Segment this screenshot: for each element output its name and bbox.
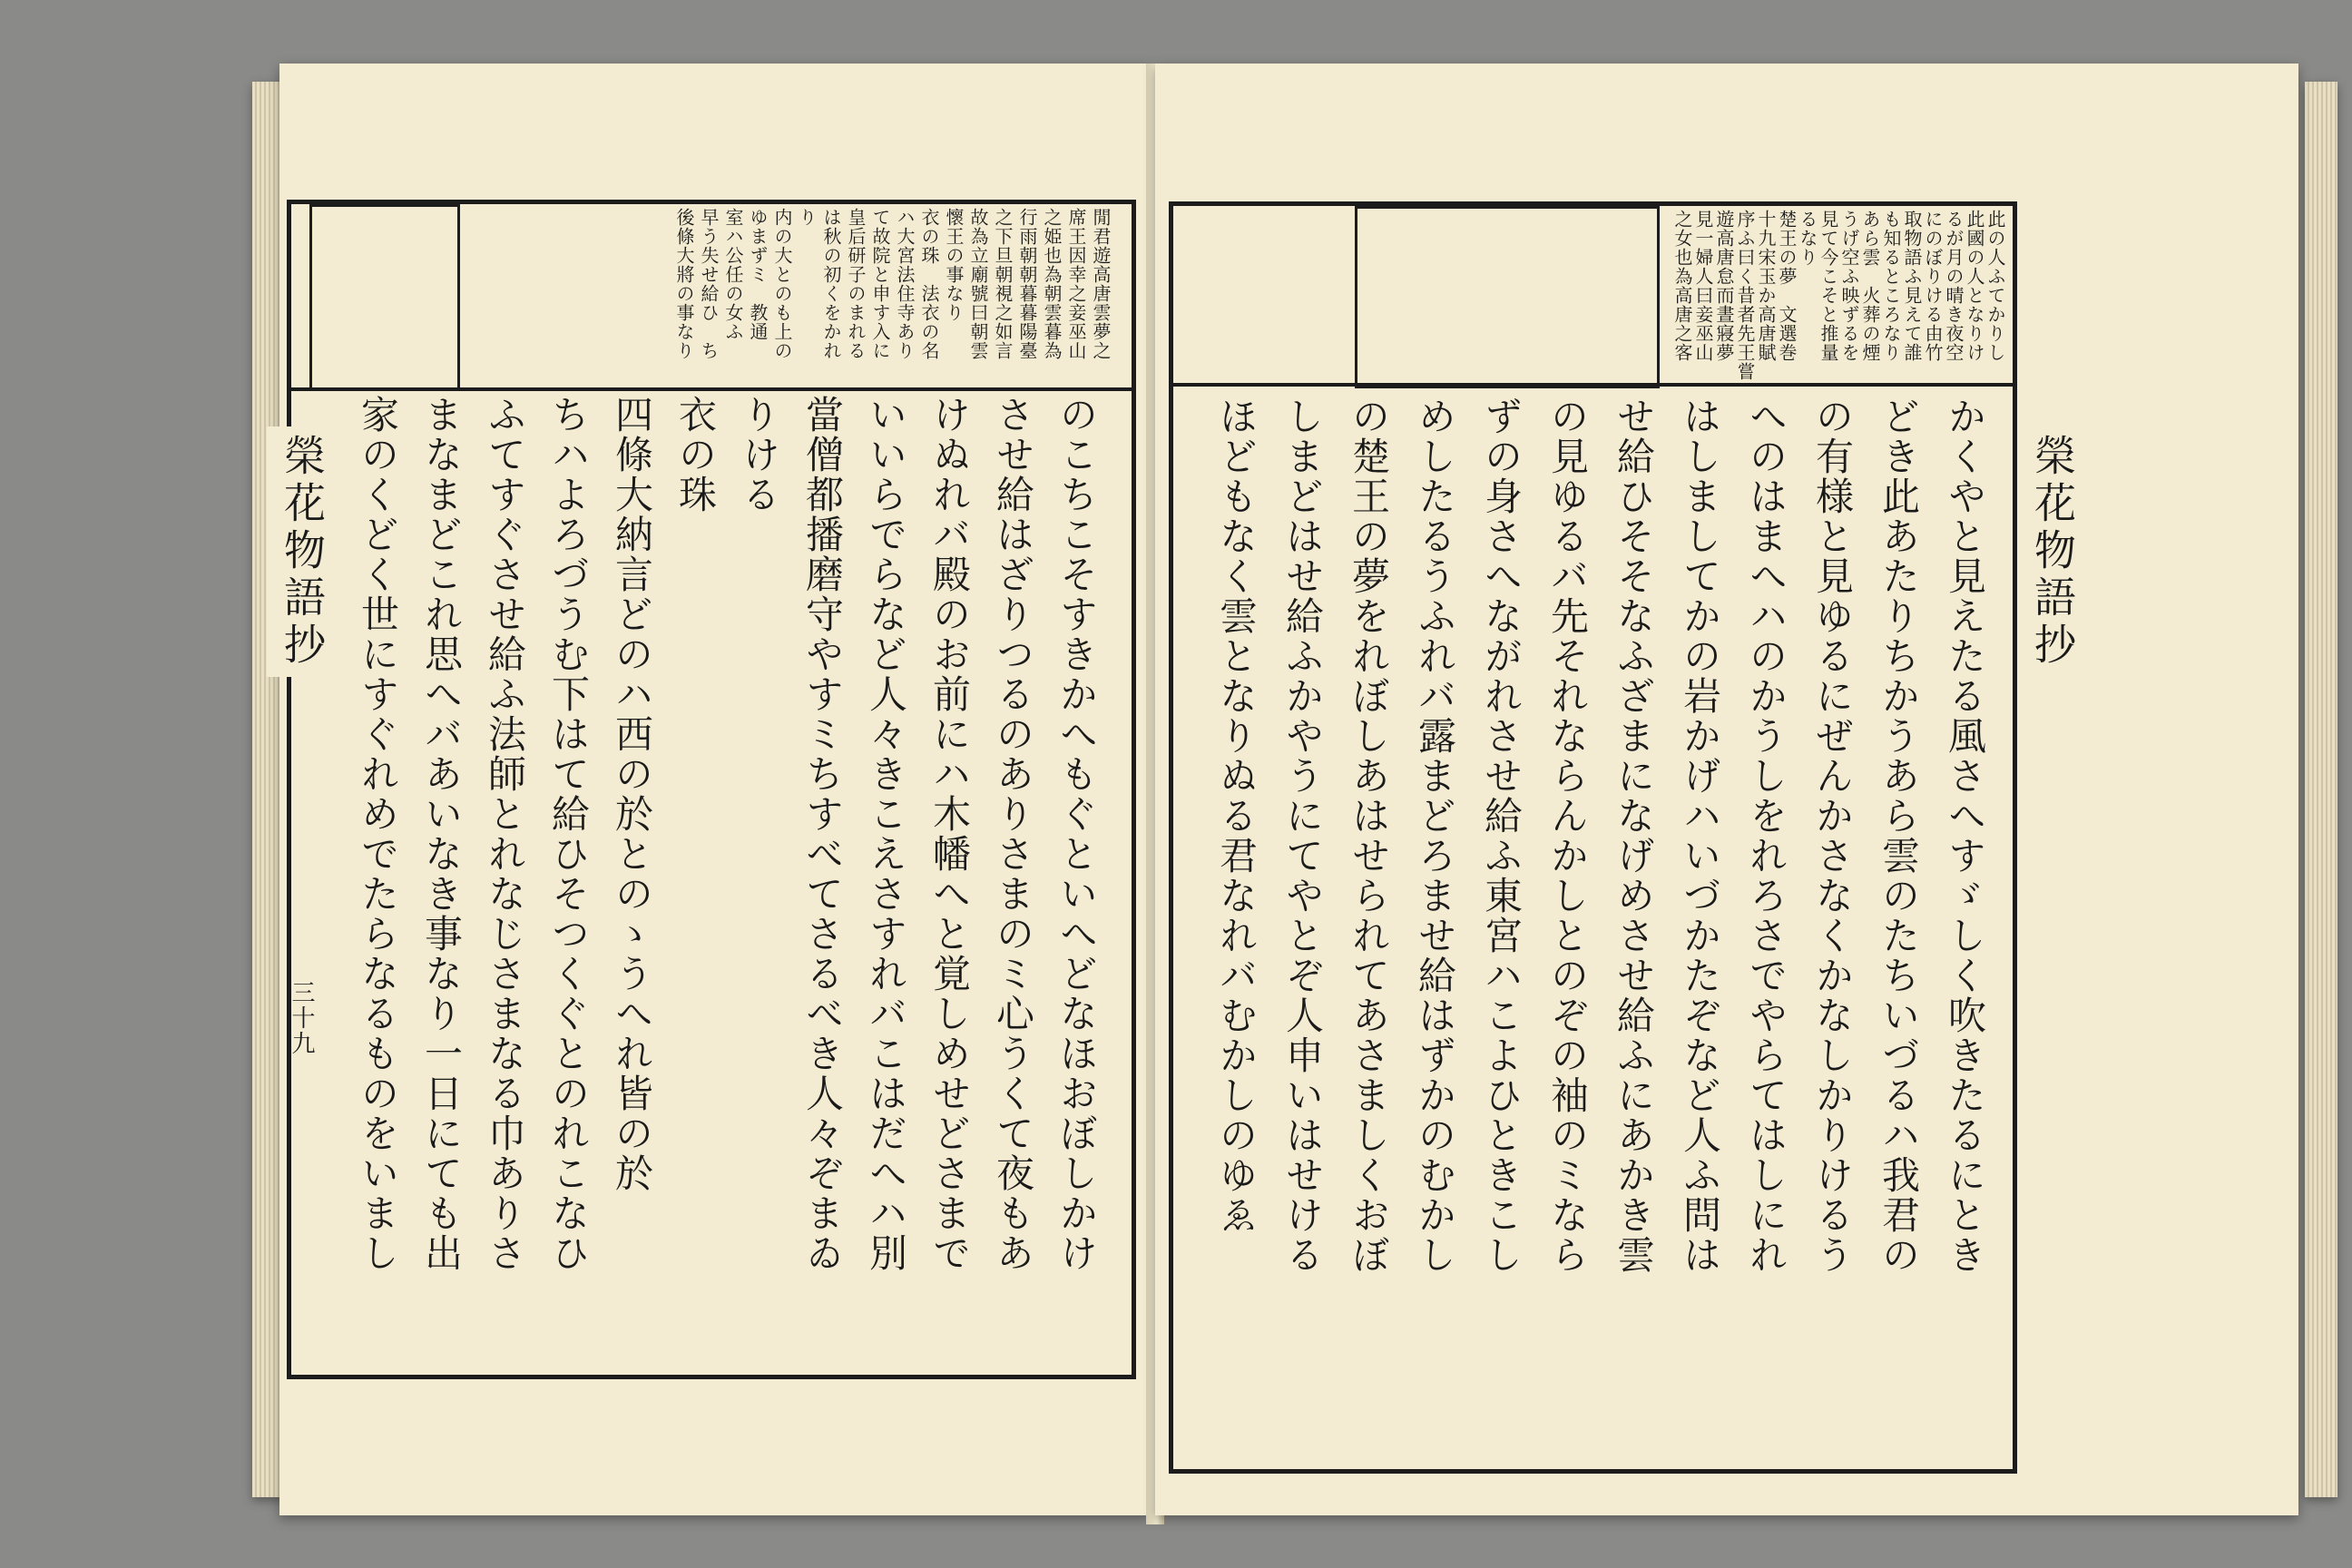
text-column: の見ゆるバ先それならんかしとのぞの袖のミなら bbox=[1545, 397, 1590, 1275]
text-column: の楚王の夢をれぼしあはせられてあさましくおぼ bbox=[1347, 397, 1391, 1275]
text-column: はしましてかの岩かげハいづかたぞなど人ふ問は bbox=[1678, 397, 1722, 1275]
headnote-column: 見て今こそと推量 bbox=[1818, 210, 1839, 362]
headnote-column: 取物語ふ見えて誰 bbox=[1901, 210, 1923, 362]
headnote-column: 後條大將の事なり bbox=[673, 208, 695, 360]
headnote-column: 室ハ公任の女ふ bbox=[722, 208, 744, 341]
headnote-column: うげ空ふ映ずるを bbox=[1838, 210, 1860, 362]
left-page bbox=[279, 64, 1151, 1515]
text-column: 家のくどく世にすぐれめでたらなるものをいまし bbox=[356, 395, 400, 1273]
headnote-column: ハ大宮法住寺あり bbox=[894, 208, 916, 360]
headnote-column: 遊高唐怠而晝寢夢 bbox=[1713, 210, 1735, 362]
headnote-column: ゆまずミ 教通 bbox=[747, 208, 769, 341]
left-folio: 三十九 bbox=[288, 980, 315, 1056]
text-column: せ給ひそそなふざまになげめさせ給ふにあかき雲 bbox=[1612, 397, 1656, 1275]
headnote-column: 懷王の事なり bbox=[943, 208, 965, 322]
headnote-column: 此國の人となりけ bbox=[1964, 210, 1985, 362]
left-note-box bbox=[309, 204, 460, 391]
right-edge-title: 榮花物語抄 bbox=[2017, 426, 2088, 677]
headnote-column: 閒君遊高唐雲夢之 bbox=[1090, 208, 1112, 360]
text-column: 當僧都播磨守やすミちすべてさるべき人々ぞまゐ bbox=[800, 395, 845, 1273]
text-column: めしたるうふれバ露まどろませ給はずかのむかし bbox=[1413, 397, 1457, 1275]
headnote-column: 見一婦人曰妾巫山 bbox=[1692, 210, 1714, 362]
headnote-column: 序ふ曰く昔者先王嘗 bbox=[1734, 210, 1756, 381]
text-column: りける bbox=[737, 395, 781, 514]
text-column: させ給はざりつるのありさまのミ心うくて夜もあ bbox=[991, 395, 1035, 1273]
right-page bbox=[1155, 64, 2298, 1515]
left-edge-title: 榮花物語抄 bbox=[267, 426, 338, 677]
headnote-column: 早う失せ給ひ ち bbox=[698, 208, 720, 360]
text-column: かくやと見えたる風さへすゞしく吹きたるにとき bbox=[1943, 397, 1987, 1275]
text-column: の有様と見ゆるにぜんかさなくかなしかりけるう bbox=[1810, 397, 1855, 1275]
text-column: のこちこそすきかへもぐといへどなほおぼしかけ bbox=[1054, 395, 1099, 1273]
headnote-column: 楚王の夢 文選巻 bbox=[1776, 210, 1798, 362]
text-column: 衣の珠 bbox=[673, 395, 718, 514]
text-column: へのはまへハのかうしをれろさでやらてはしにれ bbox=[1744, 397, 1788, 1275]
headnote-column: にのぼりける由竹 bbox=[1922, 210, 1944, 362]
text-column: ふてすぐさせ給ふ法師とれなじさまなる巾ありさ bbox=[483, 395, 527, 1273]
headnote-column: り bbox=[796, 208, 818, 227]
headnote-column: るが月の晴き夜空 bbox=[1943, 210, 1965, 362]
text-column: ちハよろづうむ下はて給ひそつくぐとのれこなひ bbox=[546, 395, 591, 1273]
text-column: ほどもなく雲となりぬる君なれバむかしのゆゑ bbox=[1214, 397, 1259, 1235]
headnote-column: 之姫也為朝雲暮為 bbox=[1041, 208, 1063, 360]
headnote-column: 皇后研子のまれる bbox=[845, 208, 867, 360]
text-column: どき此あたりちかうあら雲のたちいづるハ我君の bbox=[1877, 397, 1921, 1275]
right-text-frame bbox=[1169, 201, 2017, 1474]
headnote-column: 故為立廟號曰朝雲 bbox=[967, 208, 989, 360]
text-column: いいらでらなど人々きこえさすれバこはだへハ別 bbox=[864, 395, 908, 1273]
headnote-column: も知るところなり bbox=[1880, 210, 1902, 362]
right-note-box bbox=[1355, 206, 1660, 388]
text-column: しまどはせ給ふかやうにてやとぞ人申いはせける bbox=[1280, 397, 1325, 1275]
headnote-column: 十九宋玉か高唐賦 bbox=[1755, 210, 1777, 362]
headnote-column: て故院と申す入に bbox=[869, 208, 891, 360]
headnote-column: は秋の初くをかれ bbox=[820, 208, 842, 360]
headnote-column: 此の人ふてかりし bbox=[1984, 210, 2006, 362]
text-column: 四條大納言どのハ西の於とのゝうへれ皆の於 bbox=[610, 395, 654, 1193]
left-text-frame bbox=[287, 200, 1136, 1379]
text-column: ずの身さへながれさせ給ふ東宮ハこよひときこし bbox=[1479, 397, 1524, 1275]
open-book bbox=[252, 64, 2339, 1524]
headnote-column: 行雨朝朝暮暮陽臺 bbox=[1016, 208, 1038, 360]
headnote-column: 之下旦朝視之如言 bbox=[992, 208, 1014, 360]
headnote-column: あら雲 火葬の煙 bbox=[1859, 210, 1881, 362]
text-column: けぬれバ殿のお前にハ木幡へと覚しめせどさまで bbox=[927, 395, 972, 1273]
headnote-column: 内の大とのも上の bbox=[771, 208, 793, 360]
headnote-column: 席王因幸之妾巫山 bbox=[1065, 208, 1087, 360]
text-column: まなまどこれ思へバあいなき事なり一日にても出 bbox=[419, 395, 464, 1273]
headnote-column: 衣の珠 法衣の名 bbox=[918, 208, 940, 360]
headnote-column: るなり bbox=[1797, 210, 1818, 267]
headnote-column: 之女也為高唐之客 bbox=[1671, 210, 1693, 362]
right-page-edges bbox=[2305, 82, 2337, 1497]
